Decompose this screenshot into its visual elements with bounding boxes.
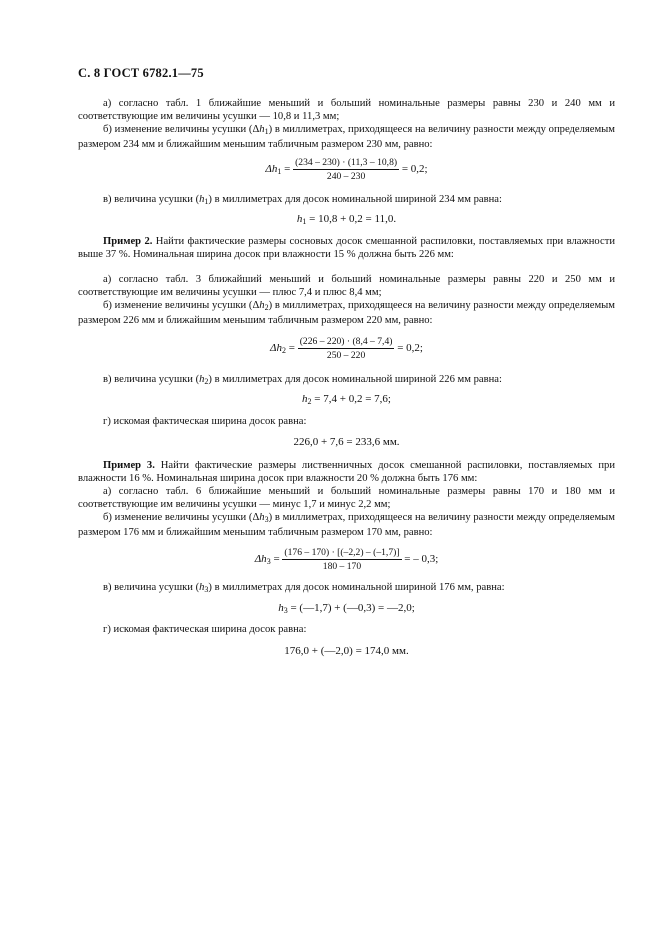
ex1-b-pre: б) изменение величины усушки (Δ (103, 124, 260, 135)
ex1-eq1-den: 240 – 230 (326, 171, 366, 182)
ex1-eq2-rhs: = 10,8 + 0,2 = 11,0. (309, 213, 397, 225)
ex3-eq1-rhs: = – 0,3; (404, 553, 439, 566)
ex2-intro-text: Найти фактические размеры сосновых досок смешанной распиловки, поставляемых при влажности выше 37 %. Номинальная ширина досок при влажности 15 % должна быть 226 мм: (78, 236, 615, 260)
ex2-intro (78, 236, 615, 261)
ex2-eq1-rhs: = 0,2; (397, 342, 423, 355)
ex2-item-g: г) искомая фактическая ширина досок равна: (103, 416, 307, 427)
ex2-eq1-lhs: Δh (270, 342, 282, 355)
ex1-item-b (78, 124, 615, 151)
ex3-intro-text: Найти фактические размеры лиственничных досок смешанной распиловки, поставляемых при влажности 16 %. Номинальная ширина досок при влажности 20 % должна быть 176 мм: (78, 460, 615, 484)
ex1-formula-h (78, 213, 615, 226)
ex3-item-a: а) согласно табл. 6 ближайшие меньший и больший номинальные размеры равны 170 и 180 мм и соответствующие им величины усушки — минус 1,7 и минус 2,2 мм; (78, 486, 615, 510)
ex2-v-post: ) в миллиметрах для досок номинальной шириной 226 мм равна: (208, 374, 502, 385)
ex2-eq2-sub: 2 (307, 397, 312, 406)
ex1-item-a: а) согласно табл. 1 ближайшие меньший и больший номинальные размеры равны 230 и 240 мм и соответствующие им величины усушки — 10,8 и 11,3 мм; (78, 98, 615, 122)
ex1-eq1-num: (234 – 230) · (11,3 – 10,8) (295, 157, 398, 168)
ex3-item-b (78, 512, 615, 539)
ex2-formula-h (78, 393, 615, 406)
ex3-b-sub: 3 (264, 515, 269, 524)
ex3-v-pre: в) величина усушки ( (103, 582, 200, 593)
ex2-eq1-fraction (298, 336, 395, 361)
ex3-eq1-num: (176 – 170) · [(–2,2) – (–1,7)] (284, 547, 400, 558)
ex2-v-sub: 2 (204, 377, 209, 386)
ex1-eq1-lhs: Δh (265, 163, 278, 176)
ex3-formula-h (78, 602, 615, 615)
ex2-item-a: а) согласно табл. 3 ближайший меньший и больший номинальные размеры равны 220 и 250 мм и соответствующие им величины усушки — плюс 7,4 и плюс 8,4 мм; (78, 274, 615, 298)
ex2-eq1-den: 250 – 220 (326, 350, 366, 361)
ex2-item-v (78, 374, 615, 389)
ex2-v-sym: h (199, 374, 205, 385)
ex1-eq1-fraction (293, 157, 399, 182)
ex2-v-pre: в) величина усушки ( (103, 374, 200, 385)
ex2-title: Пример 2. (103, 236, 153, 247)
ex2-eq2-rhs: = 7,4 + 0,2 = 7,6; (314, 393, 391, 405)
ex2-eq1-sub: 2 (282, 346, 286, 356)
ex1-eq2-sym: h (296, 213, 303, 225)
ex3-formula-result: 176,0 + (—2,0) = 174,0 мм. (284, 645, 409, 657)
ex3-eq1-sub: 3 (266, 557, 271, 567)
ex2-b-post: ) в миллиметрах, приходящееся на величину разности между определяемым размером 226 мм и ближайшим меньшим табличным размером 220 мм, равно: (78, 300, 615, 326)
ex1-b-sym: h (259, 124, 265, 135)
ex3-eq2-sym: h (278, 602, 284, 614)
ex1-b-post: ) в миллиметрах, приходящееся на величину разности между определяемым размером 234 мм и ближайшим меньшим табличным размером 230 мм, равно: (78, 124, 615, 150)
ex1-eq1-rhs: = 0,2; (401, 163, 428, 176)
ex3-v-sym: h (199, 582, 205, 593)
ex3-eq2-rhs: = (—1,7) + (—0,3) = —2,0; (290, 602, 415, 614)
ex3-b-post: ) в миллиметрах, приходящееся на величину разности между определяемым размером 176 мм и ближайшим меньшим табличным размером 170 мм, равно: (78, 512, 615, 538)
ex3-b-sym: h (259, 512, 265, 523)
ex1-eq1-sub: 1 (277, 167, 282, 177)
ex1-v-sub: 1 (204, 197, 209, 206)
ex2-b-pre: б) изменение величины усушки (Δ (103, 300, 260, 311)
ex1-v-sym: h (199, 194, 205, 205)
ex3-formula-delta: $\Delta h_3$ = $\frac{(176 - 170) \cdot [(-2,2) - (-1,7)]}{180 - 170}$ = – 0,3; (254, 547, 439, 572)
ex2-b-sub: 2 (264, 303, 269, 312)
ex3-b-pre: б) изменение величины усушки (Δ (103, 512, 260, 523)
ex3-eq1-den: 180 – 170 (322, 561, 362, 572)
ex3-eq1-fraction (282, 547, 401, 572)
ex3-item-g: г) искомая фактическая ширина досок равна: (103, 624, 307, 635)
ex3-title: Пример 3. (103, 460, 155, 471)
ex1-item-v (78, 194, 615, 209)
ex1-b-sub: 1 (264, 127, 269, 136)
ex2-item-b (78, 300, 615, 327)
ex1-eq2-sub: 1 (302, 217, 307, 226)
ex2-eq1-num: (226 – 220) · (8,4 – 7,4) (299, 336, 393, 347)
ex2-b-sym: h (259, 300, 265, 311)
ex3-v-sub: 3 (204, 585, 209, 594)
ex2-formula-delta: $\Delta h_2$ = $\frac{(226 - 220) \cdot (8,4 - 7,4)}{250 - 220}$ = 0,2; (270, 336, 423, 361)
ex1-v-post: ) в миллиметрах для досок номинальной шириной 234 мм равна: (208, 194, 502, 205)
ex3-eq2-sub: 3 (283, 606, 288, 615)
ex3-v-post: ) в миллиметрах для досок номинальной шириной 176 мм, равна: (208, 582, 505, 593)
ex3-eq1-lhs: Δh (254, 553, 267, 566)
ex2-eq2-sym: h (302, 393, 308, 405)
ex1-v-pre: в) величина усушки ( (103, 194, 200, 205)
ex1-formula-delta: $\Delta h_1$ = $\frac{(234 - 230) \cdot (11,3 - 10,8)}{240 - 230}$ = 0,2; (265, 157, 428, 182)
page-header: С. 8 ГОСТ 6782.1—75 (78, 66, 204, 80)
ex3-intro (78, 460, 615, 485)
ex2-formula-result: 226,0 + 7,6 = 233,6 мм. (293, 436, 400, 448)
ex3-item-v (78, 582, 615, 597)
